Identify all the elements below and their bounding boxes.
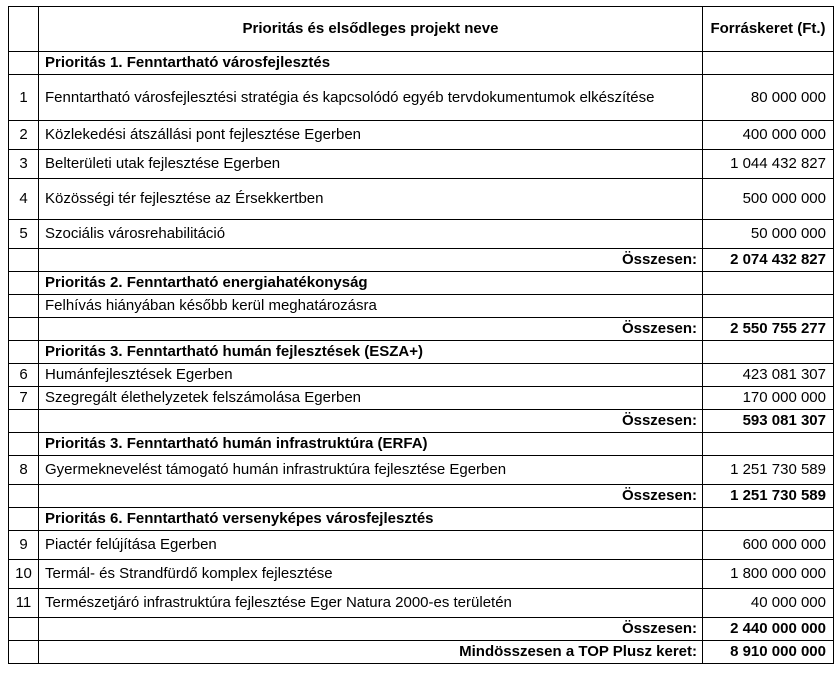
project-name: Belterületi utak fejlesztése Egerben: [39, 150, 703, 179]
priority-row: [9, 508, 834, 531]
project-amount: 1 044 432 827: [703, 150, 834, 179]
project-name: Közösségi tér fejlesztése az Érsekkertben: [39, 179, 703, 220]
subtotal-label: Összesen:: [39, 318, 703, 341]
header-num: [9, 7, 39, 52]
subtotal-amount: 2 074 432 827: [703, 249, 834, 272]
row-number: 7: [9, 387, 39, 410]
project-amount: 423 081 307: [703, 364, 834, 387]
priority-title: Prioritás 2. Fenntartható energiahatékonyság: [39, 272, 703, 295]
header-amount: Forráskeret (Ft.): [703, 7, 834, 52]
project-amount: 600 000 000: [703, 531, 834, 560]
row-number: 2: [9, 121, 39, 150]
project-amount: 1 800 000 000: [703, 560, 834, 589]
table-row: [9, 150, 834, 179]
project-name: Gyermeknevelést támogató humán infrastruktúra fejlesztése Egerben: [39, 456, 703, 485]
table-row: [9, 364, 834, 387]
table-row: [9, 560, 834, 589]
grand-total-label: Mindösszesen a TOP Plusz keret:: [39, 641, 703, 664]
budget-table: [8, 6, 834, 664]
subtotal-amount: 2 550 755 277: [703, 318, 834, 341]
project-amount: 500 000 000: [703, 179, 834, 220]
priority-title: Prioritás 6. Fenntartható versenyképes városfejlesztés: [39, 508, 703, 531]
project-amount: 170 000 000: [703, 387, 834, 410]
project-name: Fenntartható városfejlesztési stratégia és kapcsolódó egyéb tervdokumentumok elkészítése: [39, 75, 703, 121]
table-row: [9, 179, 834, 220]
priority-title: Prioritás 1. Fenntartható városfejlesztés: [39, 52, 703, 75]
table-row: [9, 589, 834, 618]
table-row: [9, 531, 834, 560]
project-name: Szociális városrehabilitáció: [39, 220, 703, 249]
row-number: 6: [9, 364, 39, 387]
row-number: 5: [9, 220, 39, 249]
table-row: [9, 220, 834, 249]
grand-total-row: [9, 641, 834, 664]
header-row: [9, 7, 834, 52]
project-amount: 80 000 000: [703, 75, 834, 121]
table-row: [9, 295, 834, 318]
project-amount: 1 251 730 589: [703, 456, 834, 485]
priority-row: [9, 52, 834, 75]
row-number: 10: [9, 560, 39, 589]
project-name: Természetjáró infrastruktúra fejlesztése Eger Natura 2000-es területén: [39, 589, 703, 618]
subtotal-label: Összesen:: [39, 249, 703, 272]
priority-row: [9, 341, 834, 364]
table-row: [9, 121, 834, 150]
subtotal-amount: 1 251 730 589: [703, 485, 834, 508]
subtotal-label: Összesen:: [39, 485, 703, 508]
subtotal-label: Összesen:: [39, 618, 703, 641]
project-name: Szegregált élethelyzetek felszámolása Egerben: [39, 387, 703, 410]
priority-title: Prioritás 3. Fenntartható humán fejlesztések (ESZA+): [39, 341, 703, 364]
row-number: 4: [9, 179, 39, 220]
project-amount: 50 000 000: [703, 220, 834, 249]
subtotal-row: [9, 249, 834, 272]
subtotal-row: [9, 618, 834, 641]
subtotal-amount: 2 440 000 000: [703, 618, 834, 641]
project-amount: 400 000 000: [703, 121, 834, 150]
priority-row: [9, 433, 834, 456]
row-number: 9: [9, 531, 39, 560]
subtotal-row: [9, 410, 834, 433]
grand-total-amount: 8 910 000 000: [703, 641, 834, 664]
priority-title: Prioritás 3. Fenntartható humán infrastruktúra (ERFA): [39, 433, 703, 456]
table-row: [9, 75, 834, 121]
row-number: 8: [9, 456, 39, 485]
priority-row: [9, 272, 834, 295]
row-number: 1: [9, 75, 39, 121]
project-amount: 40 000 000: [703, 589, 834, 618]
project-name: Közlekedési átszállási pont fejlesztése Egerben: [39, 121, 703, 150]
subtotal-label: Összesen:: [39, 410, 703, 433]
row-number: 3: [9, 150, 39, 179]
project-name: Termál- és Strandfürdő komplex fejlesztése: [39, 560, 703, 589]
row-number: 11: [9, 589, 39, 618]
table-row: [9, 456, 834, 485]
table-row: [9, 387, 834, 410]
project-name: Humánfejlesztések Egerben: [39, 364, 703, 387]
subtotal-row: [9, 485, 834, 508]
subtotal-row: [9, 318, 834, 341]
subtotal-amount: 593 081 307: [703, 410, 834, 433]
project-name: Piactér felújítása Egerben: [39, 531, 703, 560]
header-name: Prioritás és elsődleges projekt neve: [39, 7, 703, 52]
project-name: Felhívás hiányában később kerül meghatározásra: [39, 295, 703, 318]
